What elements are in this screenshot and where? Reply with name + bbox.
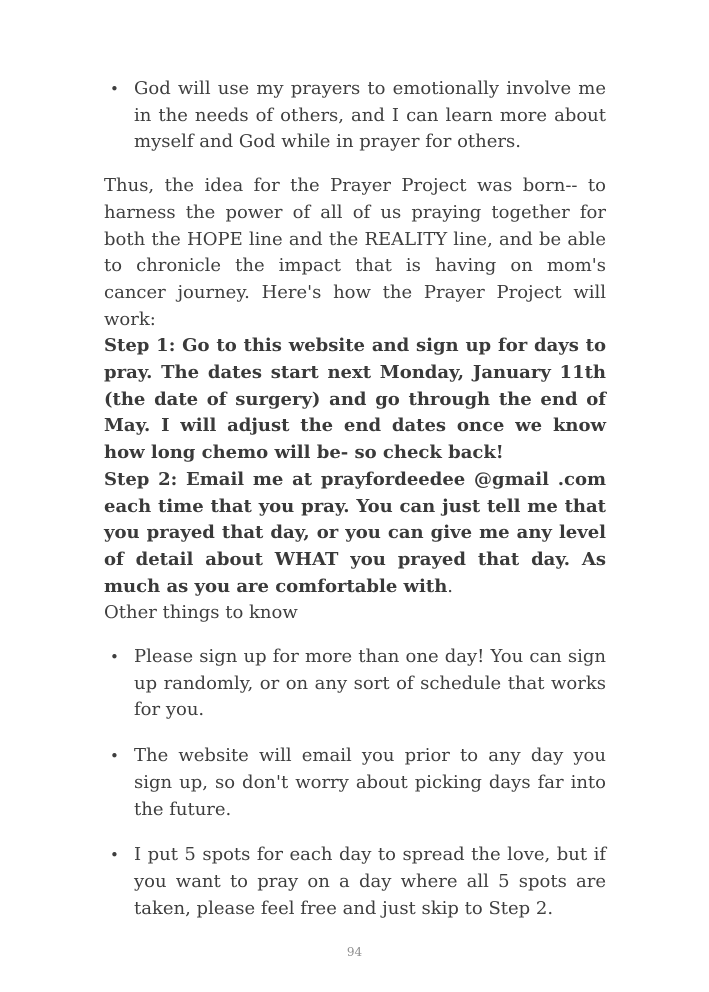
intro-bullet-text: God will use my prayers to emotionally involve me in the needs of others, and I can learn more about myself and God while in prayer for others. bbox=[134, 78, 606, 153]
step2-paragraph bbox=[104, 467, 606, 601]
bullet-icon: • bbox=[110, 80, 119, 98]
step2-bold-text: Step 2: Email me at prayfordeedee @gmail .com each time that you pray. You can just tell me that you prayed that day, or you can give me any level of detail about WHAT you prayed that day. As much as you are comfortable with bbox=[104, 468, 606, 597]
page-number: 94 bbox=[346, 945, 363, 959]
bullet-text: I put 5 spots for each day to spread the love, but if you want to pray on a day where all 5 spots are taken, please feel free and just skip to Step 2. bbox=[134, 844, 606, 919]
bullet-text: The website will email you prior to any day you sign up, so don't worry about picking days far into the future. bbox=[134, 745, 606, 820]
intro-bullet-item bbox=[104, 76, 606, 156]
bullet-icon: • bbox=[110, 648, 119, 667]
step1-bold-text: Step 1: Go to this website and sign up for days to pray. The dates start next Monday, January 11th (the date of surgery) and go through the end of May. I will adjust the end dates once we know how long chemo will be- so check back! bbox=[104, 335, 606, 464]
subheading: Other things to know bbox=[104, 602, 298, 624]
bullet-item-email-reminder bbox=[104, 743, 606, 823]
step2-period: . bbox=[447, 575, 454, 597]
bullet-item-five-spots bbox=[104, 842, 606, 922]
bullet-icon: • bbox=[110, 747, 119, 766]
bullet-item-signup bbox=[104, 644, 606, 724]
bullet-icon: • bbox=[110, 846, 119, 865]
bullet-text: Please sign up for more than one day! You can sign up randomly, or on any sort of schedule that works for you. bbox=[134, 646, 606, 721]
step1-paragraph bbox=[104, 333, 606, 467]
text-column bbox=[104, 76, 606, 922]
prayer-project-paragraph: Thus, the idea for the Prayer Project was born-- to harness the power of all of us praying together for both the HOPE line and the REALITY line, and be able to chronicle the impact that is having on mom's cancer journey. Here's how the Prayer Project will work: bbox=[104, 175, 606, 330]
